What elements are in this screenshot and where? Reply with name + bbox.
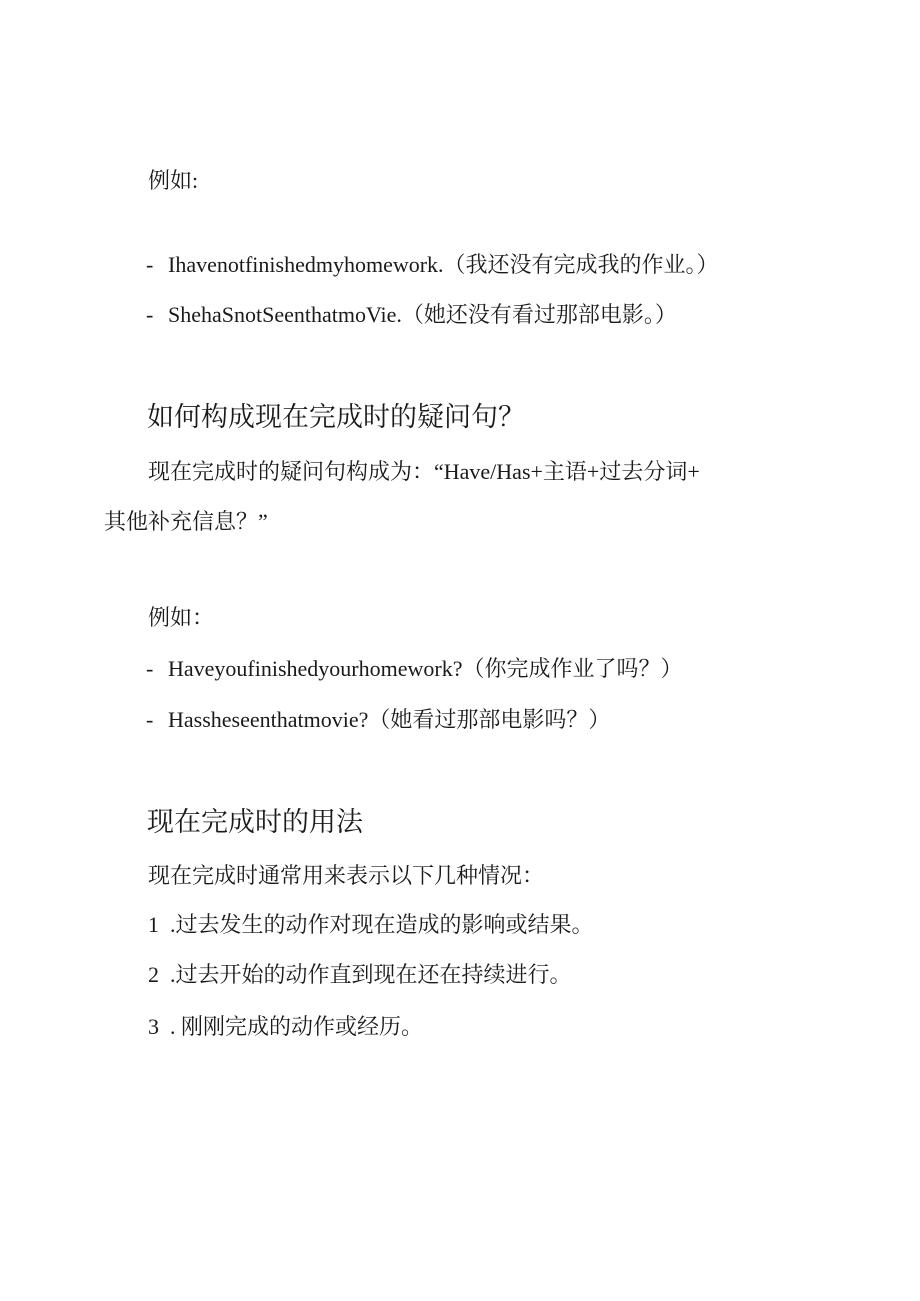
list-number: 3 — [148, 1014, 159, 1039]
list-dash: - — [146, 252, 154, 277]
example-sentence: ShehaSnotSeenthatmoVie.（她还没有看过那部电影。） — [168, 302, 677, 327]
list-number: 1 — [148, 912, 159, 937]
usage-text: . 刚刚完成的动作或经历。 — [170, 1014, 424, 1039]
list-dash: - — [146, 656, 154, 681]
list-dash: - — [146, 302, 154, 327]
example-item — [146, 705, 610, 735]
example-item — [146, 654, 682, 684]
usage-text: .过去开始的动作直到现在还在持续进行。 — [170, 962, 572, 987]
section-heading-usage: 现在完成时的用法 — [147, 807, 363, 838]
usage-item — [148, 1012, 423, 1042]
example-sentence: Ihavenotfinishedmyhomework.（我还没有完成我的作业。） — [168, 252, 719, 277]
usage-item — [148, 910, 594, 940]
example-item — [146, 250, 719, 280]
list-dash: - — [146, 707, 154, 732]
intro-paragraph-line-1: 现在完成时的疑问句构成为：“Have/Has+主语+过去分词+ — [148, 459, 700, 484]
usage-item — [148, 960, 572, 990]
example-sentence: Haveyoufinishedyourhomework?（你完成作业了吗？） — [168, 656, 683, 681]
example-label-2: 例如： — [148, 605, 215, 630]
example-label-1: 例如: — [148, 168, 199, 193]
example-item — [146, 300, 677, 330]
example-sentence: Hassheseenthatmovie?（她看过那部电影吗？） — [168, 707, 611, 732]
section-heading-question: 如何构成现在完成时的疑问句？ — [147, 402, 525, 433]
intro-paragraph-line-2: 其他补充信息？” — [104, 509, 268, 534]
usage-intro: 现在完成时通常用来表示以下几种情况： — [148, 863, 545, 888]
list-number: 2 — [148, 962, 159, 987]
usage-text: .过去发生的动作对现在造成的影响或结果。 — [170, 912, 594, 937]
